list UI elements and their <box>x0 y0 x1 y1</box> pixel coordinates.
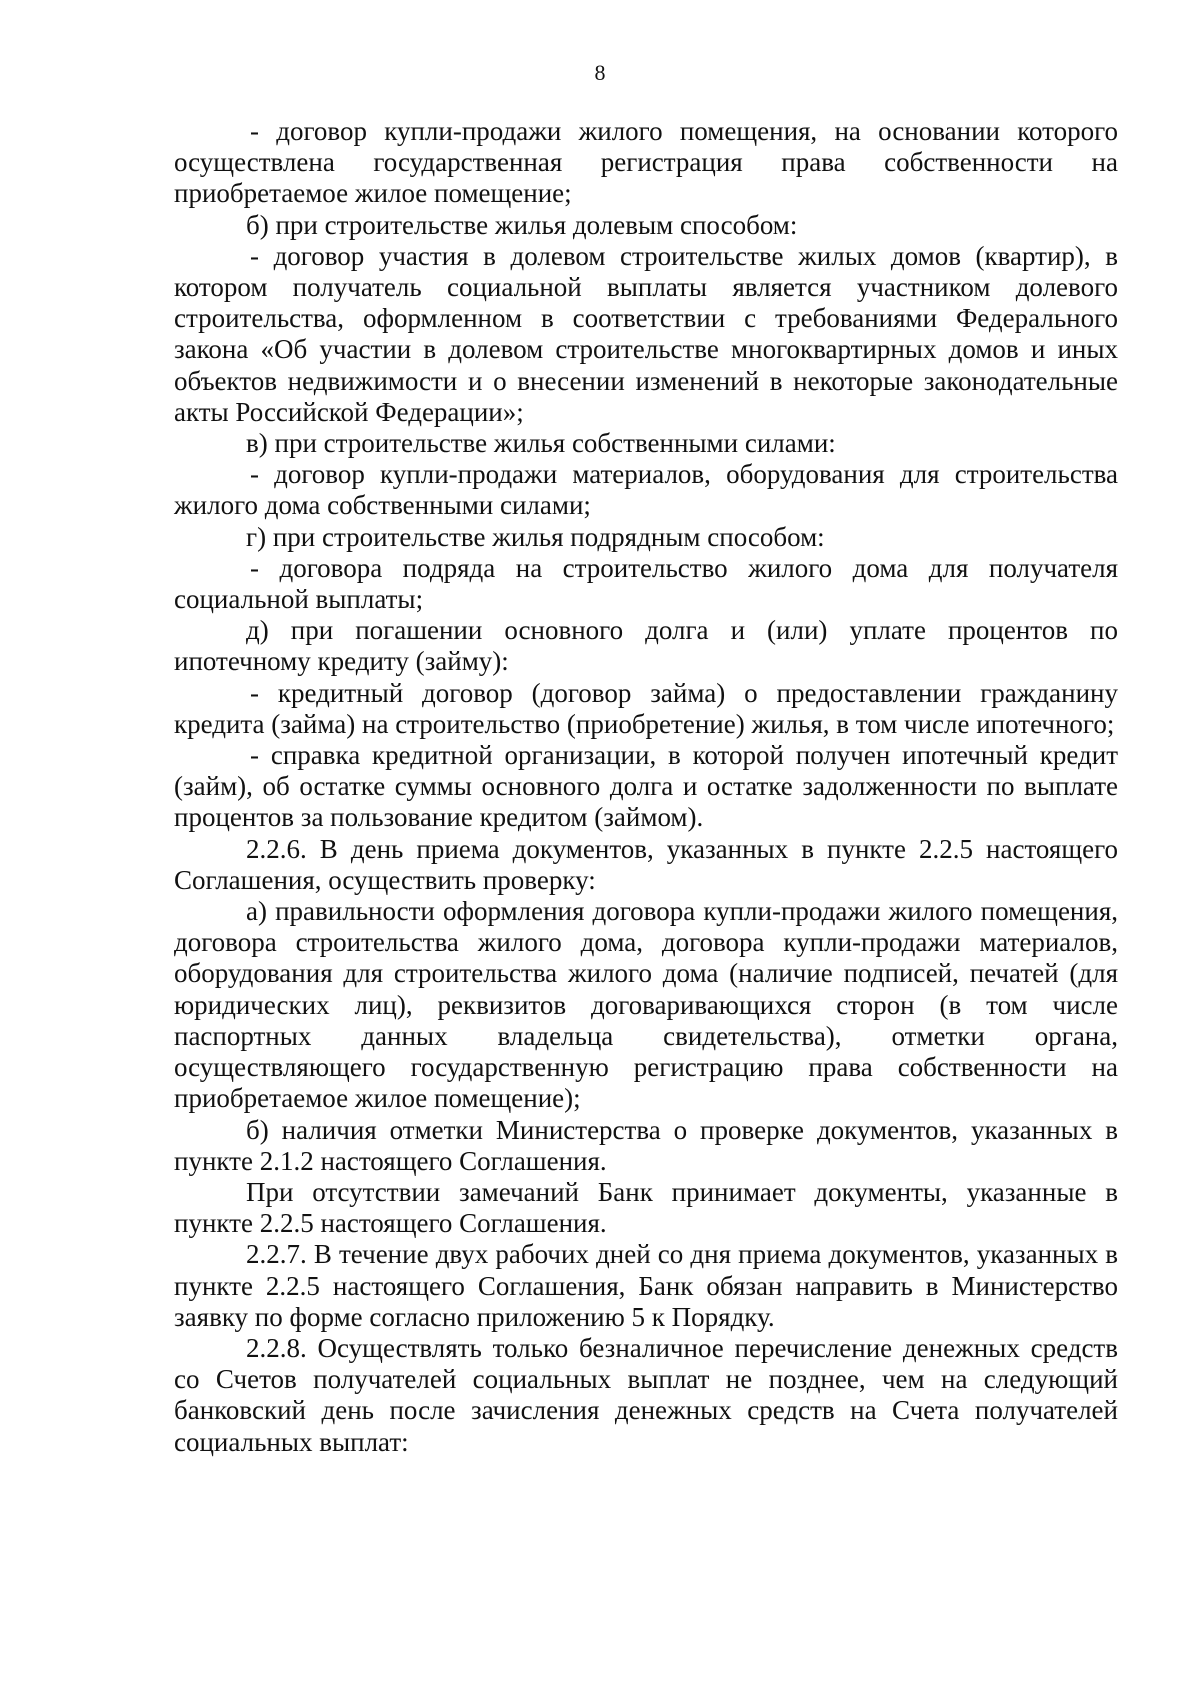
paragraph-shared-construction-contract: - договор участия в долевом строительстве жилых домов (квартир), в котором получатель социальной выплаты является участником долевого строительства, оформленном в соответствии с требованиями Федерального закона «Об участии в долевом строительстве многоквартирных домов и иных объектов недвижимости и о внесении изменений в некоторые законодательные акты Российской Федерации»; <box>174 240 1118 427</box>
paragraph-bank-accepts: При отсутствии замечаний Банк принимает документы, указанные в пункте 2.2.5 настоящего Соглашения. <box>174 1176 1118 1239</box>
paragraph-purchase-contract: - договор купли-продажи жилого помещения, на основании которого осуществлена государственная регистрация права собственности на приобретаемое жилое помещение; <box>174 116 1118 209</box>
paragraph-mortgage-heading: д) при погашении основного долга и (или) уплате процентов по ипотечному кредиту (займу): <box>174 615 1118 677</box>
paragraph-contract-construction-heading: г) при строительстве жилья подрядным способом: <box>246 521 825 552</box>
paragraph-check-b: б) наличия отметки Министерства о проверке документов, указанных в пункте 2.1.2 настоящего Соглашения. <box>174 1114 1118 1176</box>
paragraph-clause-2-2-8: 2.2.8. Осуществлять только безналичное перечисление денежных средств со Счетов получателей социальных выплат не позднее, чем на следующий банковский день после зачисления денежных средств на Счета получателей социальных выплат: <box>174 1332 1118 1457</box>
paragraph-materials-contract: - договор купли-продажи материалов, оборудования для строительства жилого дома собственными силами; <box>174 459 1118 521</box>
page-number: 8 <box>594 60 606 85</box>
document-body <box>174 116 1118 1458</box>
paragraph-credit-agreement: - кредитный договор (договор займа) о предоставлении гражданину кредита (займа) на строительство (приобретение) жилья, в том числе ипотечного; <box>174 677 1118 739</box>
paragraph-own-construction-heading: в) при строительстве жилья собственными силами: <box>246 428 836 459</box>
paragraph-shared-construction-heading: б) при строительстве жилья долевым способом: <box>246 209 798 240</box>
paragraph-contract-agreement: - договора подряда на строительство жилого дома для получателя социальной выплаты; <box>174 552 1118 615</box>
paragraph-check-a: а) правильности оформления договора купли-продажи жилого помещения, договора строительства жилого дома, договора купли-продажи материалов, оборудования для строительства жилого дома (наличие подписей, печатей (для юридических лиц), реквизитов договаривающихся сторон (в том числе паспортных данных владельца свидетельства), отметки органа, осуществляющего государственную регистрацию права собственности на приобретаемое жилое помещение); <box>174 896 1118 1114</box>
paragraph-clause-2-2-6: 2.2.6. В день приема документов, указанных в пункте 2.2.5 настоящего Соглашения, осуществить проверку: <box>174 833 1118 895</box>
paragraph-clause-2-2-7: 2.2.7. В течение двух рабочих дней со дня приема документов, указанных в пункте 2.2.5 настоящего Соглашения, Банк обязан направить в Министерство заявку по форме согласно приложению 5 к Порядку. <box>174 1239 1118 1332</box>
paragraph-credit-statement: - справка кредитной организации, в которой получен ипотечный кредит (займ), об остатке суммы основного долга и остатке задолженности по выплате процентов за пользование кредитом (займом). <box>174 740 1118 833</box>
